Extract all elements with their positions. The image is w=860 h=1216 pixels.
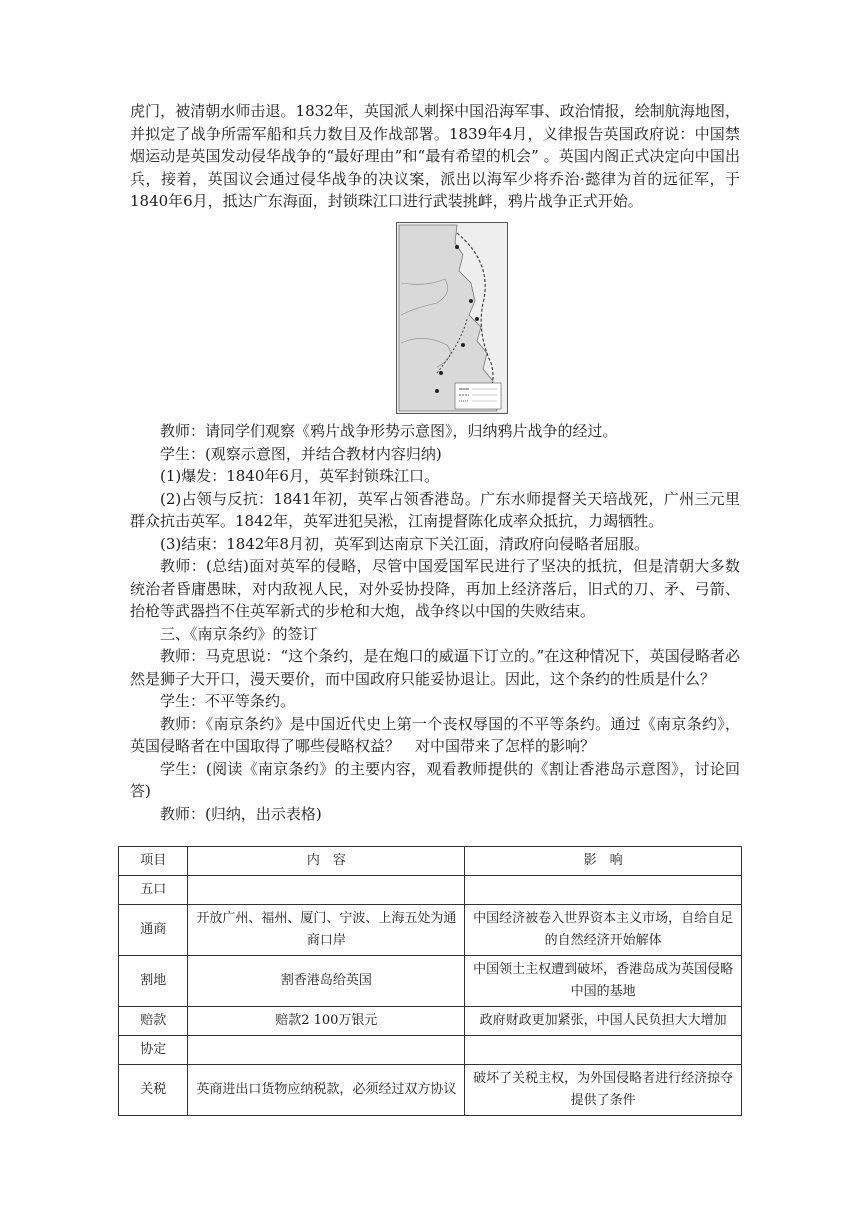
dialogue-line: 教师：《南京条约》是中国近代史上第一个丧权辱国的不平等条约。通过《南京条约》，英国侵略者在中国取得了哪些侵略权益？ 对中国带来了怎样的影响？ xyxy=(130,714,740,755)
table-row xyxy=(119,905,742,956)
table-header: 内 容 xyxy=(188,847,465,876)
table-cell: 关税 xyxy=(119,1065,188,1116)
table-cell: 割香港岛给英国 xyxy=(188,956,465,1007)
dialogue-line: (2)占领与反抗：1841年初，英军占领香港岛。广东水师提督关天培战死，广州三元里群众抗击英军。1842年，英军进犯吴淞，江南提督陈化成率众抵抗，力竭牺牲。 xyxy=(130,489,740,530)
table-cell: 通商 xyxy=(119,905,188,956)
table-row xyxy=(119,956,742,1007)
opium-war-map-figure xyxy=(396,222,508,414)
table-cell xyxy=(188,1036,465,1065)
table-row xyxy=(119,1007,742,1036)
dialogue-line: 教师：请同学们观察《鸦片战争形势示意图》，归纳鸦片战争的经过。 xyxy=(160,422,618,440)
table-cell xyxy=(465,876,742,905)
table-cell: 英商进出口货物应纳税款，必须经过双方协议 xyxy=(188,1065,465,1116)
table-cell: 开放广州、福州、厦门、宁波、上海五处为通商口岸 xyxy=(188,905,465,956)
dialogue-line: 教师：(总结)面对英军的侵略，尽管中国爱国军民进行了坚决的抵抗，但是清朝大多数统治者昏庸愚昧，对内敌视人民，对外妥协投降，再加上经济落后，旧式的刀、矛、弓箭、抬枪等武器挡不住英军新式的步枪和大炮，战争终以中国的失败结束。 xyxy=(130,557,740,620)
treaty-terms-table xyxy=(118,846,742,1116)
dialogue-line: 学生：(观察示意图，并结合教材内容归纳) xyxy=(160,444,442,463)
dialogue-section xyxy=(130,420,740,825)
dialogue-line: 学生：不平等条约。 xyxy=(160,692,296,710)
table-cell: 赔款2 100万银元 xyxy=(188,1007,465,1036)
table-cell xyxy=(465,1036,742,1065)
table-cell: 中国领土主权遭到破坏，香港岛成为英国侵略中国的基地 xyxy=(465,956,742,1007)
table-cell: 五口 xyxy=(119,876,188,905)
intro-paragraph xyxy=(130,100,740,213)
table-header: 项目 xyxy=(119,847,188,876)
table-cell: 割地 xyxy=(119,956,188,1007)
table-cell: 赔款 xyxy=(119,1007,188,1036)
table-row xyxy=(119,1036,742,1065)
table-row xyxy=(119,876,742,905)
table-row xyxy=(119,1065,742,1116)
dialogue-line: 教师：(归纳，出示表格) xyxy=(160,804,322,823)
dialogue-line: (1)爆发：1840年6月，英军封锁珠江口。 xyxy=(160,467,439,485)
dialogue-line: 教师：马克思说：“这个条约，是在炮口的威逼下订立的。”在这种情况下，英国侵略者必然是狮子大开口，漫天要价，而中国政府只能妥协退让。因此，这个条约的性质是什么？ xyxy=(130,647,740,688)
intro-text: 虎门，被清朝水师击退。1832年，英国派人刺探中国沿海军事、政治情报，绘制航海地图，并拟定了战争所需军船和兵力数目及作战部署。1839年4月，义律报告英国政府说：中国禁烟运动是英国发动侵华战争的“最好理由”和“最有希望的机会” 。英国内阁正式决定向中国出兵，接着，英国议会通过侵华战争的决议案，派出以海军少将乔治·懿律为首的远征军，于1840年6月，抵达广东海面，封锁珠江口进行武装挑衅，鸦片战争正式开始。 xyxy=(130,102,740,210)
map-image xyxy=(397,223,507,413)
table-cell: 协定 xyxy=(119,1036,188,1065)
section-heading: 三、《南京条约》的签订 xyxy=(160,624,318,643)
dialogue-line: 学生：(阅读《南京条约》的主要内容，观看教师提供的《割让香港岛示意图》，讨论回答) xyxy=(130,759,740,800)
table-cell xyxy=(188,876,465,905)
table-cell: 中国经济被卷入世界资本主义市场，自给自足的自然经济开始解体 xyxy=(465,905,742,956)
dialogue-line: (3)结束：1842年8月初，英军到达南京下关江面，清政府向侵略者屈服。 xyxy=(160,534,649,553)
table-header: 影 响 xyxy=(465,847,742,876)
table-cell: 政府财政更加紧张，中国人民负担大大增加 xyxy=(465,1007,742,1036)
table-cell: 破坏了关税主权，为外国侵略者进行经济掠夺提供了条件 xyxy=(465,1065,742,1116)
table-header-row xyxy=(119,847,742,876)
